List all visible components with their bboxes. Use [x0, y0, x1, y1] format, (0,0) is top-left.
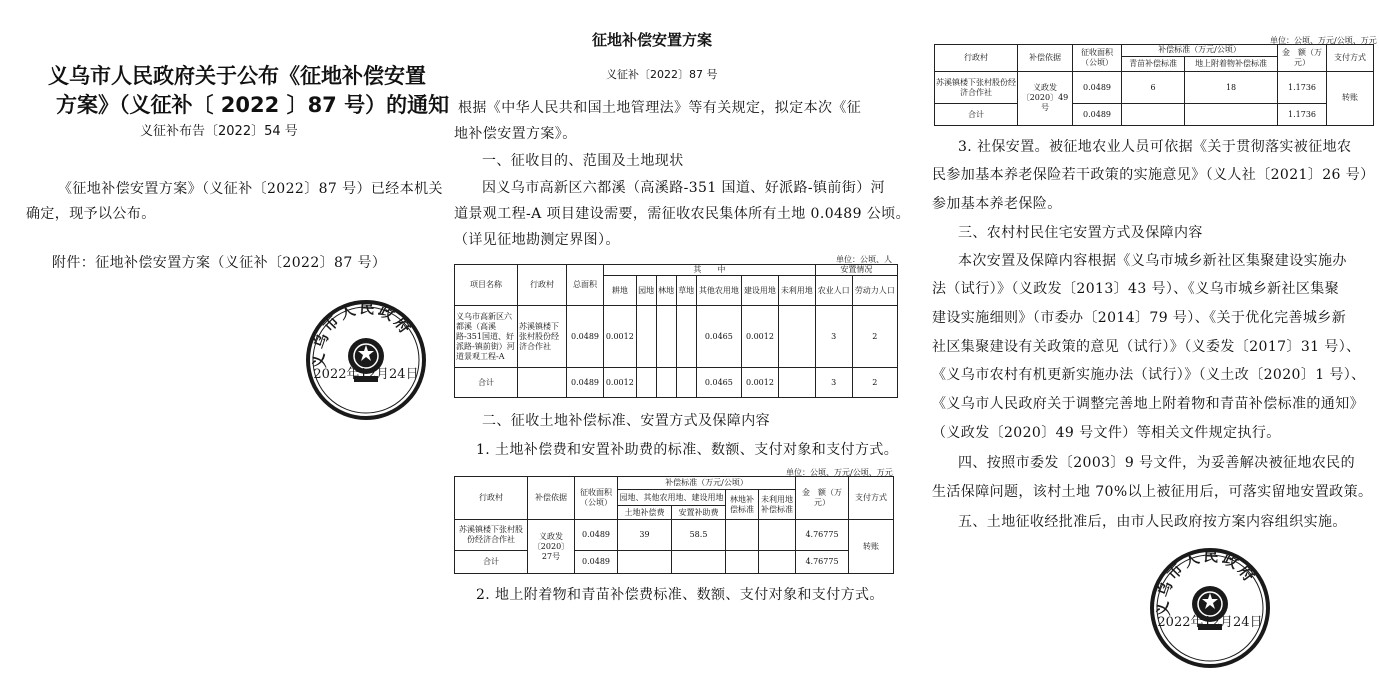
notice-title-line1: 义乌市人民政府关于公布《征地补偿安置 — [48, 64, 426, 88]
table-row — [935, 71, 1374, 103]
cell-other-agri: 0.0465 — [696, 306, 741, 368]
cell-amount: 4.76775 — [796, 520, 849, 550]
th-placement: 安置情况 — [815, 265, 897, 276]
cell-sum-label: 合计 — [455, 550, 528, 573]
cell-sum-area: 0.0489 — [575, 550, 618, 573]
cell-pay: 转账 — [849, 520, 894, 574]
th-forest: 林地 — [656, 276, 676, 306]
cell-garden — [636, 306, 656, 368]
th-resettle-fee: 安置补助费 — [672, 506, 726, 520]
th-pay: 支付方式 — [1327, 45, 1374, 72]
section2-item2: 2. 地上附着物和青苗补偿费标准、数额、支付对象和支付方式。 — [476, 587, 884, 603]
th-area: 征收面积（公顷） — [1073, 45, 1122, 72]
cell-basis: 义政发〔2020〕27号 — [528, 520, 575, 574]
seal-date: 2022年12月24日 — [313, 367, 419, 382]
comp-table-unit: 单位：公顷、万元/公顷、万元 — [786, 468, 893, 477]
th-agri-pop: 农业人口 — [815, 276, 852, 306]
item3-line2: 民参加基本养老保险若干政策的实施意见》（义人社〔2021〕26 号） — [932, 167, 1375, 183]
section4-line1: 四、按照市委发〔2003〕9 号文件，为妥善解决被征地农民的 — [958, 455, 1355, 471]
cell-grass — [676, 306, 696, 368]
th-std: 补偿标准（万元/公顷） — [618, 477, 796, 490]
cell-sum-village — [518, 368, 567, 398]
item3-line3: 参加基本养老保险。 — [932, 196, 1062, 212]
crop-table — [934, 44, 1374, 126]
section5-line1: 五、土地征收经批准后，由市人民政府按方案内容组织实施。 — [958, 514, 1347, 530]
cell-amount: 1.1736 — [1278, 71, 1327, 103]
th-attach: 地上附着物补偿标准 — [1185, 56, 1278, 71]
th-crop: 青苗补偿标准 — [1122, 56, 1185, 71]
cell-sum-total: 0.0489 — [567, 368, 604, 398]
cell-agri-pop: 3 — [815, 306, 852, 368]
th-village: 行政村 — [518, 265, 567, 306]
th-unused-std: 未利用地补偿标准 — [759, 489, 796, 519]
official-seal — [1148, 546, 1272, 670]
plan-doc-number: 义征补〔2022〕87 号 — [606, 68, 718, 81]
cell-pay: 转账 — [1327, 71, 1374, 125]
cell-crop: 6 — [1122, 71, 1185, 103]
section1-line1: 因义乌市高新区六都溪（高溪路-351 国道、好派路-镇前街）河 — [482, 180, 886, 196]
notice-page — [0, 0, 450, 682]
cell-forest — [656, 306, 676, 368]
th-construction: 建设用地 — [742, 276, 779, 306]
section1-line3: （详见征地勘测定界图）。 — [454, 232, 620, 248]
seal-arc-text: 义乌市人民政府 — [1153, 546, 1260, 618]
th-unused: 未利用地 — [778, 276, 815, 306]
seal-arc-text: 义乌市人民政府 — [309, 298, 416, 370]
cell-construction: 0.0012 — [742, 306, 779, 368]
cell-sum-amount: 1.1736 — [1278, 104, 1327, 126]
section1-line2: 道景观工程-A 项目建设需要，需征收农民集体所有土地 0.0489 公顷。 — [454, 206, 910, 222]
cell-basis: 义政发〔2020〕49号 — [1018, 71, 1073, 125]
cell-sum-construction: 0.0012 — [742, 368, 779, 398]
cell-sum-label: 合计 — [935, 104, 1018, 126]
th-std-sub: 园地、其他农用地、建设用地 — [618, 489, 726, 505]
section3-line6: 《义乌市人民政府关于调整完善地上附着物和青苗补偿标准的通知》 — [932, 396, 1364, 412]
section3-line2: 法（试行）》（义政发〔2013〕43 号）、《义乌市城乡新社区集聚 — [932, 281, 1340, 297]
th-amount: 金 额（万元） — [796, 477, 849, 520]
section4-line2: 生活保障问题，该村土地 70%以上被征用后，可落实留地安置政策。 — [932, 484, 1373, 500]
cell-resettle-fee: 58.5 — [672, 520, 726, 550]
cell-sum-area: 0.0489 — [1073, 104, 1122, 126]
cell-unused — [778, 306, 815, 368]
table-row — [935, 104, 1374, 126]
cell-village: 苏溪镇楼下张村股份经济合作社 — [455, 520, 528, 550]
cell-area: 0.0489 — [1073, 71, 1122, 103]
item3-line1: 3. 社保安置。被征地农业人员可依据《关于贯彻落实被征地农 — [958, 139, 1352, 155]
land-table — [454, 264, 898, 398]
section2-title: 二、征收土地补偿标准、安置方式及保障内容 — [482, 413, 770, 429]
cell-cultivated: 0.0012 — [604, 306, 637, 368]
section3-line3: 建设实施细则》（市委办〔2014〕79 号）、《关于优化完善城乡新 — [932, 310, 1347, 326]
notice-doc-number: 义征补布告〔2022〕54 号 — [140, 124, 298, 139]
th-among: 其 中 — [604, 265, 816, 276]
comp-table — [454, 476, 894, 574]
section3-line7: （义政发〔2020〕49 号文件）等相关文件规定执行。 — [932, 425, 1281, 441]
land-table-unit: 单位：公顷、人 — [836, 255, 892, 264]
th-std: 补偿标准（万元/公顷） — [1122, 45, 1278, 57]
cell-sum-agri-pop: 3 — [815, 368, 852, 398]
cell-village: 苏溪镇楼下张村股份经济合作社 — [518, 306, 567, 368]
th-cultivated: 耕地 — [604, 276, 637, 306]
table-row — [455, 550, 894, 573]
th-village: 行政村 — [935, 45, 1018, 72]
th-total: 总面积 — [567, 265, 604, 306]
section3-line4: 社区集聚建设有关政策的意见（试行）》（义委发〔2017〕31 号）、 — [932, 339, 1361, 355]
cell-attach: 18 — [1185, 71, 1278, 103]
crop-table-unit: 单位：公顷、万元/公顷、万元 — [1270, 36, 1377, 45]
th-forest-std: 林地补偿标准 — [726, 489, 759, 519]
official-seal — [304, 298, 428, 422]
th-grass: 草地 — [676, 276, 696, 306]
th-amount: 金 额（万元） — [1278, 45, 1327, 72]
th-area: 征收面积（公顷） — [575, 477, 618, 520]
cell-sum-other-agri: 0.0465 — [696, 368, 741, 398]
section2-item1: 1. 土地补偿费和安置补助费的标准、数额、支付对象和支付方式。 — [476, 442, 899, 458]
th-village: 行政村 — [455, 477, 528, 520]
seal-date: 2022年12月24日 — [1157, 615, 1263, 630]
cell-land-fee: 39 — [618, 520, 672, 550]
section1-title: 一、征收目的、范围及土地现状 — [482, 153, 684, 169]
th-garden: 园地 — [636, 276, 656, 306]
table-row — [455, 306, 898, 368]
cell-village: 苏溪镇楼下张村股份经济合作社 — [935, 71, 1018, 103]
plan-title: 征地补偿安置方案 — [592, 31, 713, 49]
notice-body-line1: 《征地补偿安置方案》（义征补〔2022〕87 号）已经本机关 — [58, 181, 443, 197]
th-land-fee: 土地补偿费 — [618, 506, 672, 520]
th-project: 项目名称 — [455, 265, 518, 306]
th-other-agri: 其他农用地 — [696, 276, 741, 306]
notice-body-line2: 确定，现予以公布。 — [26, 206, 156, 222]
section3-title: 三、农村村民住宅安置方式及保障内容 — [958, 225, 1203, 241]
table-row — [455, 368, 898, 398]
plan-continuation-page — [910, 0, 1379, 682]
cell-sum-amount: 4.76775 — [796, 550, 849, 573]
cell-sum-label: 合计 — [455, 368, 518, 398]
th-pay: 支付方式 — [849, 477, 894, 520]
plan-page — [440, 0, 910, 682]
plan-intro-line2: 地补偿安置方案》。 — [454, 126, 577, 142]
cell-labor-pop: 2 — [852, 306, 897, 368]
table-row — [455, 520, 894, 550]
plan-intro-line1: 根据《中华人民共和国土地管理法》等有关规定，拟定本次《征 — [458, 100, 862, 116]
th-basis: 补偿依据 — [1018, 45, 1073, 72]
cell-sum-labor-pop: 2 — [852, 368, 897, 398]
th-basis: 补偿依据 — [528, 477, 575, 520]
cell-total: 0.0489 — [567, 306, 604, 368]
th-labor-pop: 劳动力人口 — [852, 276, 897, 306]
section3-line5: 《义乌市农村有机更新实施办法（试行）》（义土改〔2020〕1 号）、 — [932, 367, 1366, 383]
cell-sum-cultivated: 0.0012 — [604, 368, 637, 398]
notice-title-line2: 方案》（义征补〔 2022 〕87 号）的通知 — [56, 93, 450, 117]
cell-project: 义乌市高新区六都溪（高溪路-351国道、好派路-镇前街）河道景观工程-A — [455, 306, 518, 368]
cell-area: 0.0489 — [575, 520, 618, 550]
section3-line1: 本次安置及保障内容根据《义乌市城乡新社区集聚建设实施办 — [958, 253, 1347, 269]
notice-attachment: 附件：征地补偿安置方案（义征补〔2022〕87 号） — [52, 255, 387, 271]
